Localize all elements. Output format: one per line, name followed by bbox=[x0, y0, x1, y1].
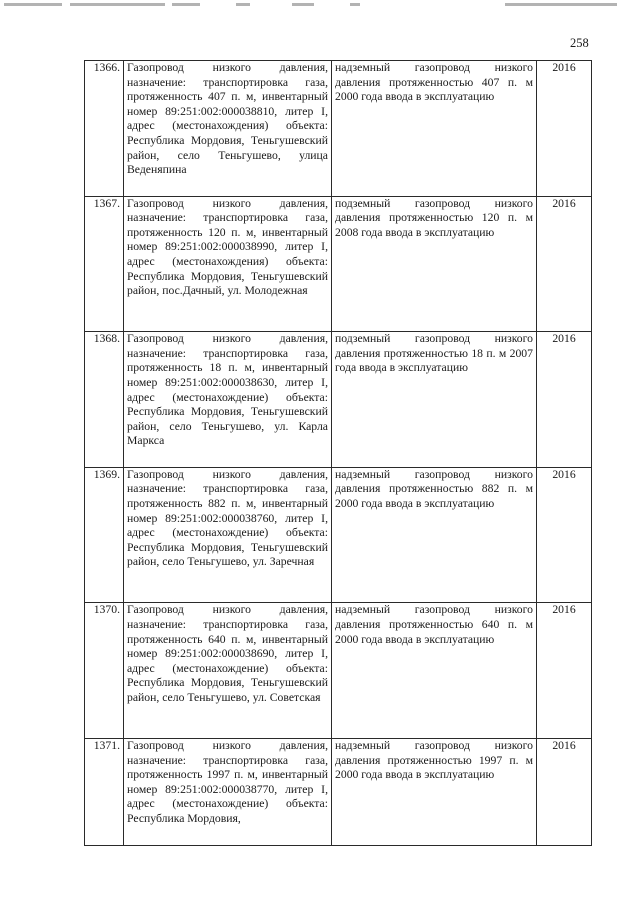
object-name bbox=[124, 738, 332, 845]
object-name bbox=[124, 61, 332, 197]
object-name-text: Газопровод низкого давления, назначение: транспортировка газа, протяженность 882 п. м, инвентарный номер 89:251:002:000038760, литер I, адрес (местонахождение) объекта: Республика Мордовия, Теньгушевский район, село Теньгушево, ул. Заречная bbox=[127, 467, 328, 569]
table-row bbox=[85, 603, 592, 739]
row-number: 1366. bbox=[85, 61, 124, 197]
year: 2016 bbox=[537, 603, 592, 739]
row-number: 1369. bbox=[85, 467, 124, 603]
table-row bbox=[85, 61, 592, 197]
object-name-text: Газопровод низкого давления, назначение: транспортировка газа, протяженность 1997 п. м, инвентарный номер 89:251:002:000038770, литер I, адрес (местонахождение) объекта: Республика Мордовия, bbox=[127, 738, 328, 825]
object-description: подземный газопровод низкого давления протяженностью 120 п. м 2008 года ввода в эксплуатацию bbox=[332, 196, 537, 332]
object-description: надземный газопровод низкого давления протяженностью 882 п. м 2000 года ввода в эксплуатацию bbox=[332, 467, 537, 603]
year: 2016 bbox=[537, 738, 592, 845]
table-row bbox=[85, 196, 592, 332]
scan-header-noise bbox=[0, 0, 640, 14]
table-row bbox=[85, 467, 592, 603]
row-number: 1367. bbox=[85, 196, 124, 332]
year: 2016 bbox=[537, 196, 592, 332]
object-description: надземный газопровод низкого давления протяженностью 640 п. м 2000 года ввода в эксплуатацию bbox=[332, 603, 537, 739]
object-description: подземный газопровод низкого давления протяженностью 18 п. м 2007 года ввода в эксплуатацию bbox=[332, 332, 537, 468]
row-number: 1368. bbox=[85, 332, 124, 468]
page-number: 258 bbox=[570, 36, 589, 50]
row-number: 1371. bbox=[85, 738, 124, 845]
object-name bbox=[124, 332, 332, 468]
object-name-text: Газопровод низкого давления, назначение: транспортировка газа, протяженность 18 п. м, инвентарный номер 89:251:002:000038630, литер I, адрес (местонахождение) объекта: Республика Мордовия, Теньгушевский район, село Теньгушево, ул. Карла Маркса bbox=[127, 332, 328, 448]
object-name bbox=[124, 603, 332, 739]
object-name bbox=[124, 467, 332, 603]
table-row bbox=[85, 738, 592, 845]
object-name-text: Газопровод низкого давления, назначение: транспортировка газа, протяженность 120 п. м, инвентарный номер 89:251:002:000038990, литер I, адрес (местонахождения) объекта: Республика Мордовия, Теньгушевский район, пос.Дачный, ул. Молодежная bbox=[127, 196, 328, 298]
property-registry-table bbox=[84, 60, 592, 846]
object-description: надземный газопровод низкого давления протяженностью 1997 п. м 2000 года ввода в эксплуатацию bbox=[332, 738, 537, 845]
object-name bbox=[124, 196, 332, 332]
object-description: надземный газопровод низкого давления протяженностью 407 п. м 2000 года ввода в эксплуатацию bbox=[332, 61, 537, 197]
year: 2016 bbox=[537, 61, 592, 197]
row-number: 1370. bbox=[85, 603, 124, 739]
object-name-text: Газопровод низкого давления, назначение: транспортировка газа, протяженность 640 п. м, инвентарный номер 89:251:002:000038690, литер I, адрес (местонахождение) объекта: Республика Мордовия, Теньгушевский район, село Теньгушево, ул. Советская bbox=[127, 603, 328, 704]
year: 2016 bbox=[537, 332, 592, 468]
table-row bbox=[85, 332, 592, 468]
object-name-text: Газопровод низкого давления, назначение: транспортировка газа, протяженность 407 п. м, инвентарный номер 89:251:002:000038810, литер I, адрес (местонахождения) объекта: Республика Мордовия, Теньгушевский район, село Теньгушево, улица Веденяпина bbox=[127, 61, 328, 177]
year: 2016 bbox=[537, 467, 592, 603]
